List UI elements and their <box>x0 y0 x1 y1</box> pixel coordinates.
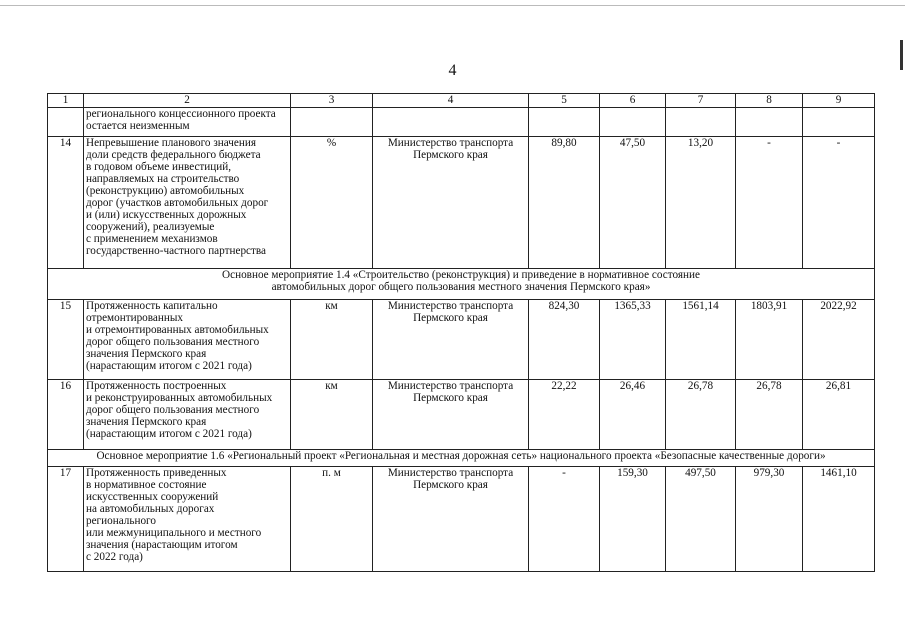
value-cell: 159,30 <box>600 467 666 572</box>
header-cell: 3 <box>291 94 373 108</box>
indicator-description <box>84 467 291 572</box>
unit-cell <box>291 108 373 137</box>
indicator-description <box>84 380 291 450</box>
description-line: искусственных сооружений <box>86 491 219 503</box>
responsible-line: Пермского края <box>413 479 488 491</box>
table-row-16 <box>48 380 875 450</box>
description-line: или межмуниципального и местного <box>86 527 262 539</box>
row-number-cell: 15 <box>48 300 84 380</box>
responsible-line: Министерство транспорта <box>387 467 514 479</box>
responsible-cell <box>373 300 529 380</box>
page-number: 4 <box>448 62 457 79</box>
responsible-line: Пермского края <box>413 392 488 404</box>
table-row-15 <box>48 300 875 380</box>
indicator-description <box>84 108 291 137</box>
description-line: направляемых на строительство <box>86 173 240 185</box>
indicator-description <box>84 300 291 380</box>
header-cell: 5 <box>529 94 600 108</box>
value-cell: 89,80 <box>529 137 600 269</box>
table-row-continuation <box>48 108 875 137</box>
section-line: Основное мероприятие 1.4 «Строительство (реконструкция) и приведение в нормативное состояние <box>222 269 700 281</box>
description-line: (нарастающим итогом с 2021 года) <box>86 360 252 372</box>
section-line: Основное мероприятие 1.6 «Региональный проект «Региональная и местная дорожная сеть» национального проекта «Безопасные качественные дороги» <box>96 450 826 462</box>
description-line: с 2022 года) <box>86 551 143 563</box>
description-line: Протяженность построенных <box>86 380 227 392</box>
unit-cell: км <box>291 300 373 380</box>
description-line: и (или) искусственных дорожных <box>86 209 247 221</box>
section-heading-1-4 <box>48 269 875 300</box>
description-line: регионального <box>86 515 156 527</box>
value-cell <box>600 108 666 137</box>
description-line: сооружений), реализуемые <box>86 221 215 233</box>
header-cell: 4 <box>373 94 529 108</box>
description-line: значения Пермского края <box>86 348 207 360</box>
responsible-cell <box>373 380 529 450</box>
description-line: и отремонтированных автомобильных <box>86 324 269 336</box>
scan-top-edge <box>0 5 905 6</box>
responsible-cell <box>373 467 529 572</box>
indicators-table <box>47 93 875 572</box>
description-line: регионального концессионного проекта <box>86 108 276 120</box>
responsible-line: Пермского края <box>413 149 488 161</box>
description-line: дорог общего пользования местного <box>86 404 260 416</box>
description-line: остается неизменным <box>86 120 190 132</box>
value-cell: 1365,33 <box>600 300 666 380</box>
value-cell: 497,50 <box>666 467 736 572</box>
header-cell: 8 <box>736 94 803 108</box>
section-heading-1-6 <box>48 450 875 467</box>
header-cell: 6 <box>600 94 666 108</box>
row-number-cell: 17 <box>48 467 84 572</box>
unit-cell: п. м <box>291 467 373 572</box>
row-number-cell: 16 <box>48 380 84 450</box>
responsible-line: Министерство транспорта <box>387 300 514 312</box>
description-line: с применением механизмов <box>86 233 218 245</box>
description-line: дорог общего пользования местного <box>86 336 260 348</box>
responsible-cell <box>373 137 529 269</box>
responsible-cell <box>373 108 529 137</box>
row-number-cell: 14 <box>48 137 84 269</box>
description-line: в годовом объеме инвестиций, <box>86 161 232 173</box>
description-line: и реконструированных автомобильных <box>86 392 273 404</box>
value-cell: 22,22 <box>529 380 600 450</box>
description-line: дорог (участков автомобильных дорог <box>86 197 269 209</box>
value-cell: 47,50 <box>600 137 666 269</box>
responsible-line: Пермского края <box>413 312 488 324</box>
description-line: государственно-частного партнерства <box>86 245 266 257</box>
description-line: значения Пермского края <box>86 416 207 428</box>
unit-cell: км <box>291 380 373 450</box>
table-row-14 <box>48 137 875 269</box>
value-cell: 2022,92 <box>803 300 875 380</box>
description-line: Непревышение планового значения <box>86 137 256 149</box>
value-cell <box>736 108 803 137</box>
indicator-description <box>84 137 291 269</box>
row-number-cell <box>48 108 84 137</box>
value-cell: - <box>736 137 803 269</box>
description-line: Протяженность приведенных <box>86 467 227 479</box>
value-cell: 26,78 <box>736 380 803 450</box>
value-cell: - <box>803 137 875 269</box>
value-cell: 26,46 <box>600 380 666 450</box>
value-cell: 979,30 <box>736 467 803 572</box>
section-line: автомобильных дорог общего пользования местного значения Пермского края» <box>271 281 651 293</box>
description-line: на автомобильных дорогах <box>86 503 215 515</box>
value-cell: 1803,91 <box>736 300 803 380</box>
value-cell: 1461,10 <box>803 467 875 572</box>
responsible-line: Министерство транспорта <box>387 380 514 392</box>
description-line: Протяженность капитально <box>86 300 218 312</box>
value-cell <box>529 108 600 137</box>
value-cell: 824,30 <box>529 300 600 380</box>
section-heading-row <box>48 450 875 467</box>
header-cell: 9 <box>803 94 875 108</box>
value-cell: 1561,14 <box>666 300 736 380</box>
value-cell: - <box>529 467 600 572</box>
value-cell: 26,81 <box>803 380 875 450</box>
description-line: значения (нарастающим итогом <box>86 539 238 551</box>
table-row-17 <box>48 467 875 572</box>
value-cell <box>803 108 875 137</box>
section-heading-row <box>48 269 875 300</box>
description-line: доли средств федерального бюджета <box>86 149 261 161</box>
value-cell: 26,78 <box>666 380 736 450</box>
header-cell: 7 <box>666 94 736 108</box>
description-line: отремонтированных <box>86 312 183 324</box>
header-cell: 1 <box>48 94 84 108</box>
unit-cell: % <box>291 137 373 269</box>
responsible-line: Министерство транспорта <box>387 137 514 149</box>
value-cell <box>666 108 736 137</box>
description-line: (реконструкцию) автомобильных <box>86 185 245 197</box>
description-line: (нарастающим итогом с 2021 года) <box>86 428 252 440</box>
description-line: в нормативное состояние <box>86 479 207 491</box>
value-cell: 13,20 <box>666 137 736 269</box>
table-header-row <box>48 94 875 108</box>
header-cell: 2 <box>84 94 291 108</box>
